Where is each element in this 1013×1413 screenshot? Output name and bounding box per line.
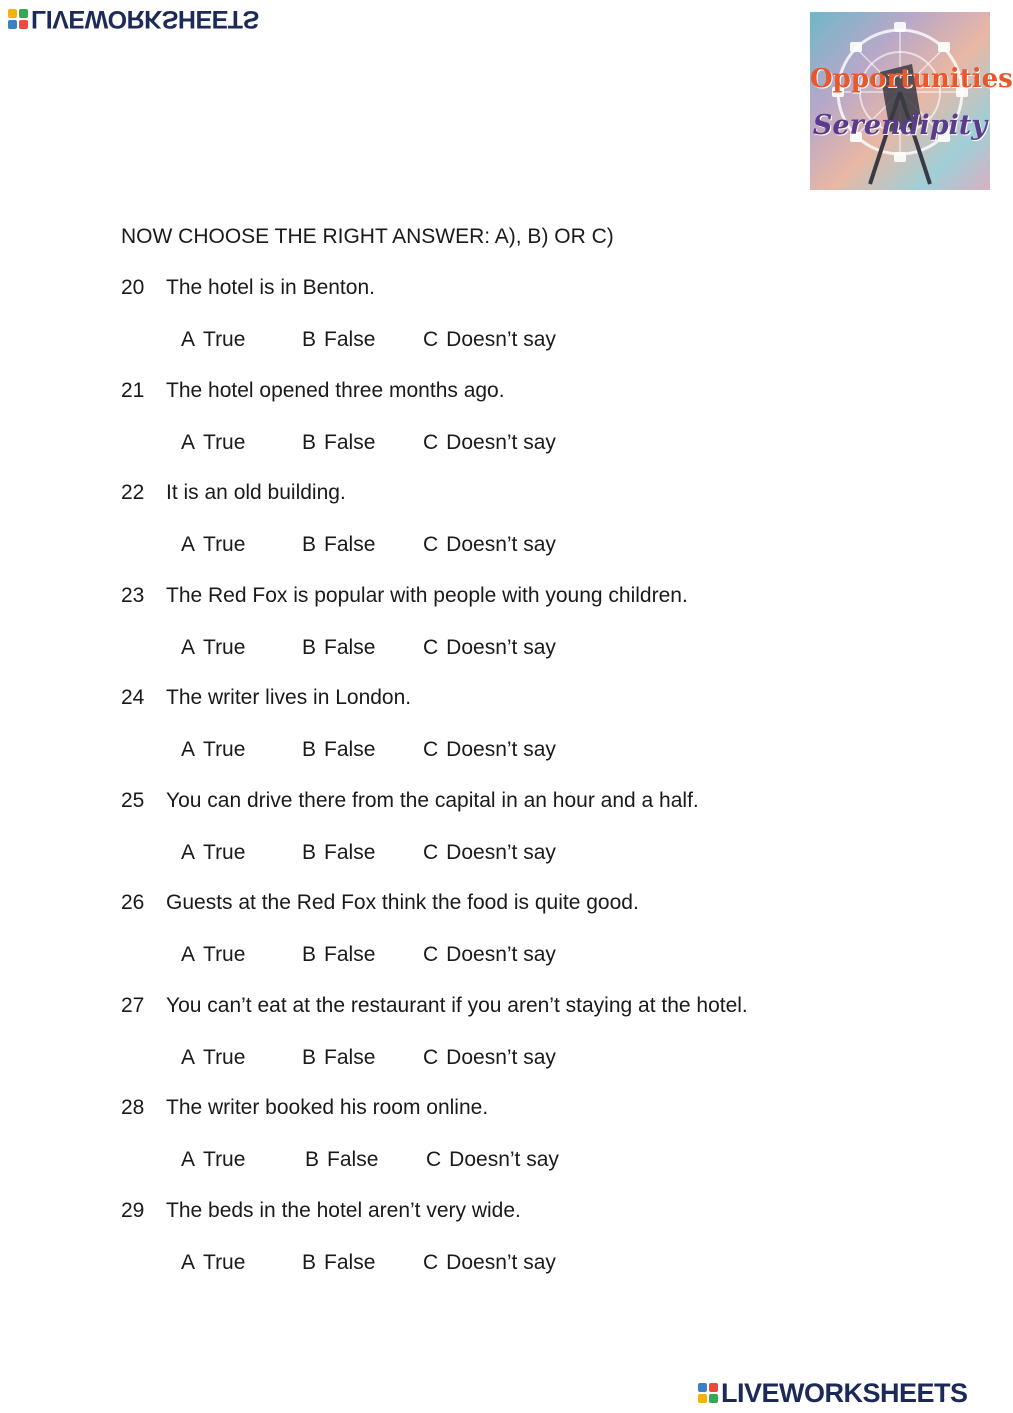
option-text: True (203, 1148, 246, 1171)
answer-option-b[interactable] (302, 533, 375, 557)
option-text: Doesn’t say (446, 841, 556, 864)
question-text: The hotel opened three months ago. (166, 379, 505, 402)
option-text: True (203, 1046, 246, 1069)
option-letter: B (302, 738, 317, 761)
question-text: You can drive there from the capital in an hour and a half. (166, 789, 699, 812)
answer-option-c[interactable] (423, 841, 556, 865)
option-text: True (203, 328, 246, 351)
answer-option-c[interactable] (423, 1251, 556, 1275)
option-letter: A (181, 1251, 196, 1274)
answer-option-b[interactable] (302, 1251, 375, 1275)
answer-option-c[interactable] (426, 1148, 559, 1172)
option-letter: B (302, 1251, 317, 1274)
logo-text: LIVEWORKSHEETS (721, 1377, 968, 1408)
answer-option-b[interactable] (302, 1046, 375, 1070)
question-text: The writer lives in London. (166, 686, 412, 709)
answer-option-a[interactable] (181, 1046, 245, 1070)
option-letter: B (302, 431, 317, 454)
question-text: The beds in the hotel aren’t very wide. (166, 1199, 521, 1222)
answer-option-c[interactable] (423, 943, 556, 967)
option-letter: B (302, 636, 317, 659)
answer-option-b[interactable] (302, 943, 375, 967)
question-number: 29 (121, 1199, 145, 1222)
option-text: Doesn’t say (446, 636, 556, 659)
option-letter: A (181, 943, 196, 966)
book-cover-image (810, 12, 1013, 190)
option-text: Doesn’t say (446, 1046, 556, 1069)
option-letter: B (305, 1148, 320, 1171)
question-20 (121, 276, 375, 300)
answer-option-b[interactable] (302, 328, 375, 352)
answer-option-b[interactable] (302, 431, 375, 455)
option-letter: A (181, 328, 196, 351)
answer-option-c[interactable] (423, 636, 556, 660)
answer-option-a[interactable] (181, 636, 245, 660)
option-text: False (324, 636, 376, 659)
option-text: False (324, 533, 376, 556)
option-letter: A (181, 1148, 196, 1171)
option-text: False (324, 431, 376, 454)
option-letter: C (423, 1251, 439, 1274)
question-22 (121, 481, 346, 505)
question-number: 26 (121, 891, 145, 914)
logo-blocks-icon (8, 9, 28, 29)
question-24 (121, 686, 411, 710)
ferris-wheel-icon (810, 12, 1013, 190)
option-text: True (203, 1251, 246, 1274)
question-text: Guests at the Red Fox think the food is quite good. (166, 891, 639, 914)
option-text: True (203, 533, 246, 556)
option-text: True (203, 636, 246, 659)
question-number: 22 (121, 481, 145, 504)
option-text: Doesn’t say (446, 431, 556, 454)
option-letter: B (302, 533, 317, 556)
option-text: True (203, 738, 246, 761)
option-letter: B (302, 841, 317, 864)
option-letter: A (181, 636, 196, 659)
option-text: Doesn’t say (446, 1251, 556, 1274)
answer-option-b[interactable] (302, 738, 375, 762)
question-number: 20 (121, 276, 145, 299)
option-letter: A (181, 738, 196, 761)
option-letter: B (302, 328, 317, 351)
option-text: Doesn’t say (446, 533, 556, 556)
question-27 (121, 994, 748, 1018)
question-number: 28 (121, 1096, 145, 1119)
answer-option-a[interactable] (181, 841, 245, 865)
answer-option-c[interactable] (423, 328, 556, 352)
question-number: 21 (121, 379, 145, 402)
answer-option-a[interactable] (181, 431, 245, 455)
answer-option-a[interactable] (181, 328, 245, 352)
instruction-text: NOW CHOOSE THE RIGHT ANSWER: A), B) OR C) (121, 225, 614, 248)
question-text: The Red Fox is popular with people with young children. (166, 584, 688, 607)
answer-option-a[interactable] (181, 1148, 245, 1172)
option-text: Doesn’t say (446, 328, 556, 351)
answer-option-c[interactable] (423, 533, 556, 557)
option-text: False (324, 738, 376, 761)
option-letter: A (181, 841, 196, 864)
option-letter: C (423, 431, 439, 454)
option-letter: B (302, 1046, 317, 1069)
answer-option-a[interactable] (181, 1251, 245, 1275)
option-text: False (324, 841, 376, 864)
question-21 (121, 379, 505, 403)
option-letter: C (426, 1148, 442, 1171)
answer-option-a[interactable] (181, 943, 245, 967)
question-25 (121, 789, 699, 813)
option-text: True (203, 431, 246, 454)
option-letter: C (423, 943, 439, 966)
answer-option-b[interactable] (305, 1148, 378, 1172)
answer-option-c[interactable] (423, 431, 556, 455)
option-letter: C (423, 328, 439, 351)
question-29 (121, 1199, 521, 1223)
question-number: 23 (121, 584, 145, 607)
question-26 (121, 891, 639, 915)
answer-option-a[interactable] (181, 533, 245, 557)
answer-option-c[interactable] (423, 1046, 556, 1070)
option-letter: C (423, 1046, 439, 1069)
option-text: True (203, 943, 246, 966)
option-text: False (324, 328, 376, 351)
question-23 (121, 584, 688, 608)
option-letter: C (423, 841, 439, 864)
liveworksheets-logo-top (8, 6, 259, 32)
answer-option-a[interactable] (181, 738, 245, 762)
option-letter: C (423, 738, 439, 761)
option-text: Doesn’t say (446, 943, 556, 966)
option-text: False (324, 1251, 376, 1274)
option-text: True (203, 841, 246, 864)
cover-title: Opportunities (810, 64, 1013, 94)
answer-option-b[interactable] (302, 841, 375, 865)
question-text: You can’t eat at the restaurant if you aren’t staying at the hotel. (166, 994, 748, 1017)
cover-subtitle: Serendipity (812, 110, 988, 141)
option-letter: A (181, 1046, 196, 1069)
option-letter: C (423, 636, 439, 659)
question-number: 25 (121, 789, 145, 812)
option-text: False (324, 943, 376, 966)
answer-option-c[interactable] (423, 738, 556, 762)
option-text: Doesn’t say (449, 1148, 559, 1171)
question-number: 27 (121, 994, 145, 1017)
liveworksheets-logo-bottom (698, 1378, 968, 1408)
option-text: False (327, 1148, 379, 1171)
question-text: It is an old building. (166, 481, 346, 504)
question-number: 24 (121, 686, 145, 709)
logo-blocks-icon (698, 1383, 718, 1403)
option-letter: B (302, 943, 317, 966)
option-letter: C (423, 533, 439, 556)
option-letter: A (181, 431, 196, 454)
option-letter: A (181, 533, 196, 556)
option-text: Doesn’t say (446, 738, 556, 761)
question-text: The hotel is in Benton. (166, 276, 375, 299)
question-text: The writer booked his room online. (166, 1096, 489, 1119)
logo-text: LIVEWORKSHEETS (31, 5, 259, 34)
answer-option-b[interactable] (302, 636, 375, 660)
question-28 (121, 1096, 488, 1120)
option-text: False (324, 1046, 376, 1069)
